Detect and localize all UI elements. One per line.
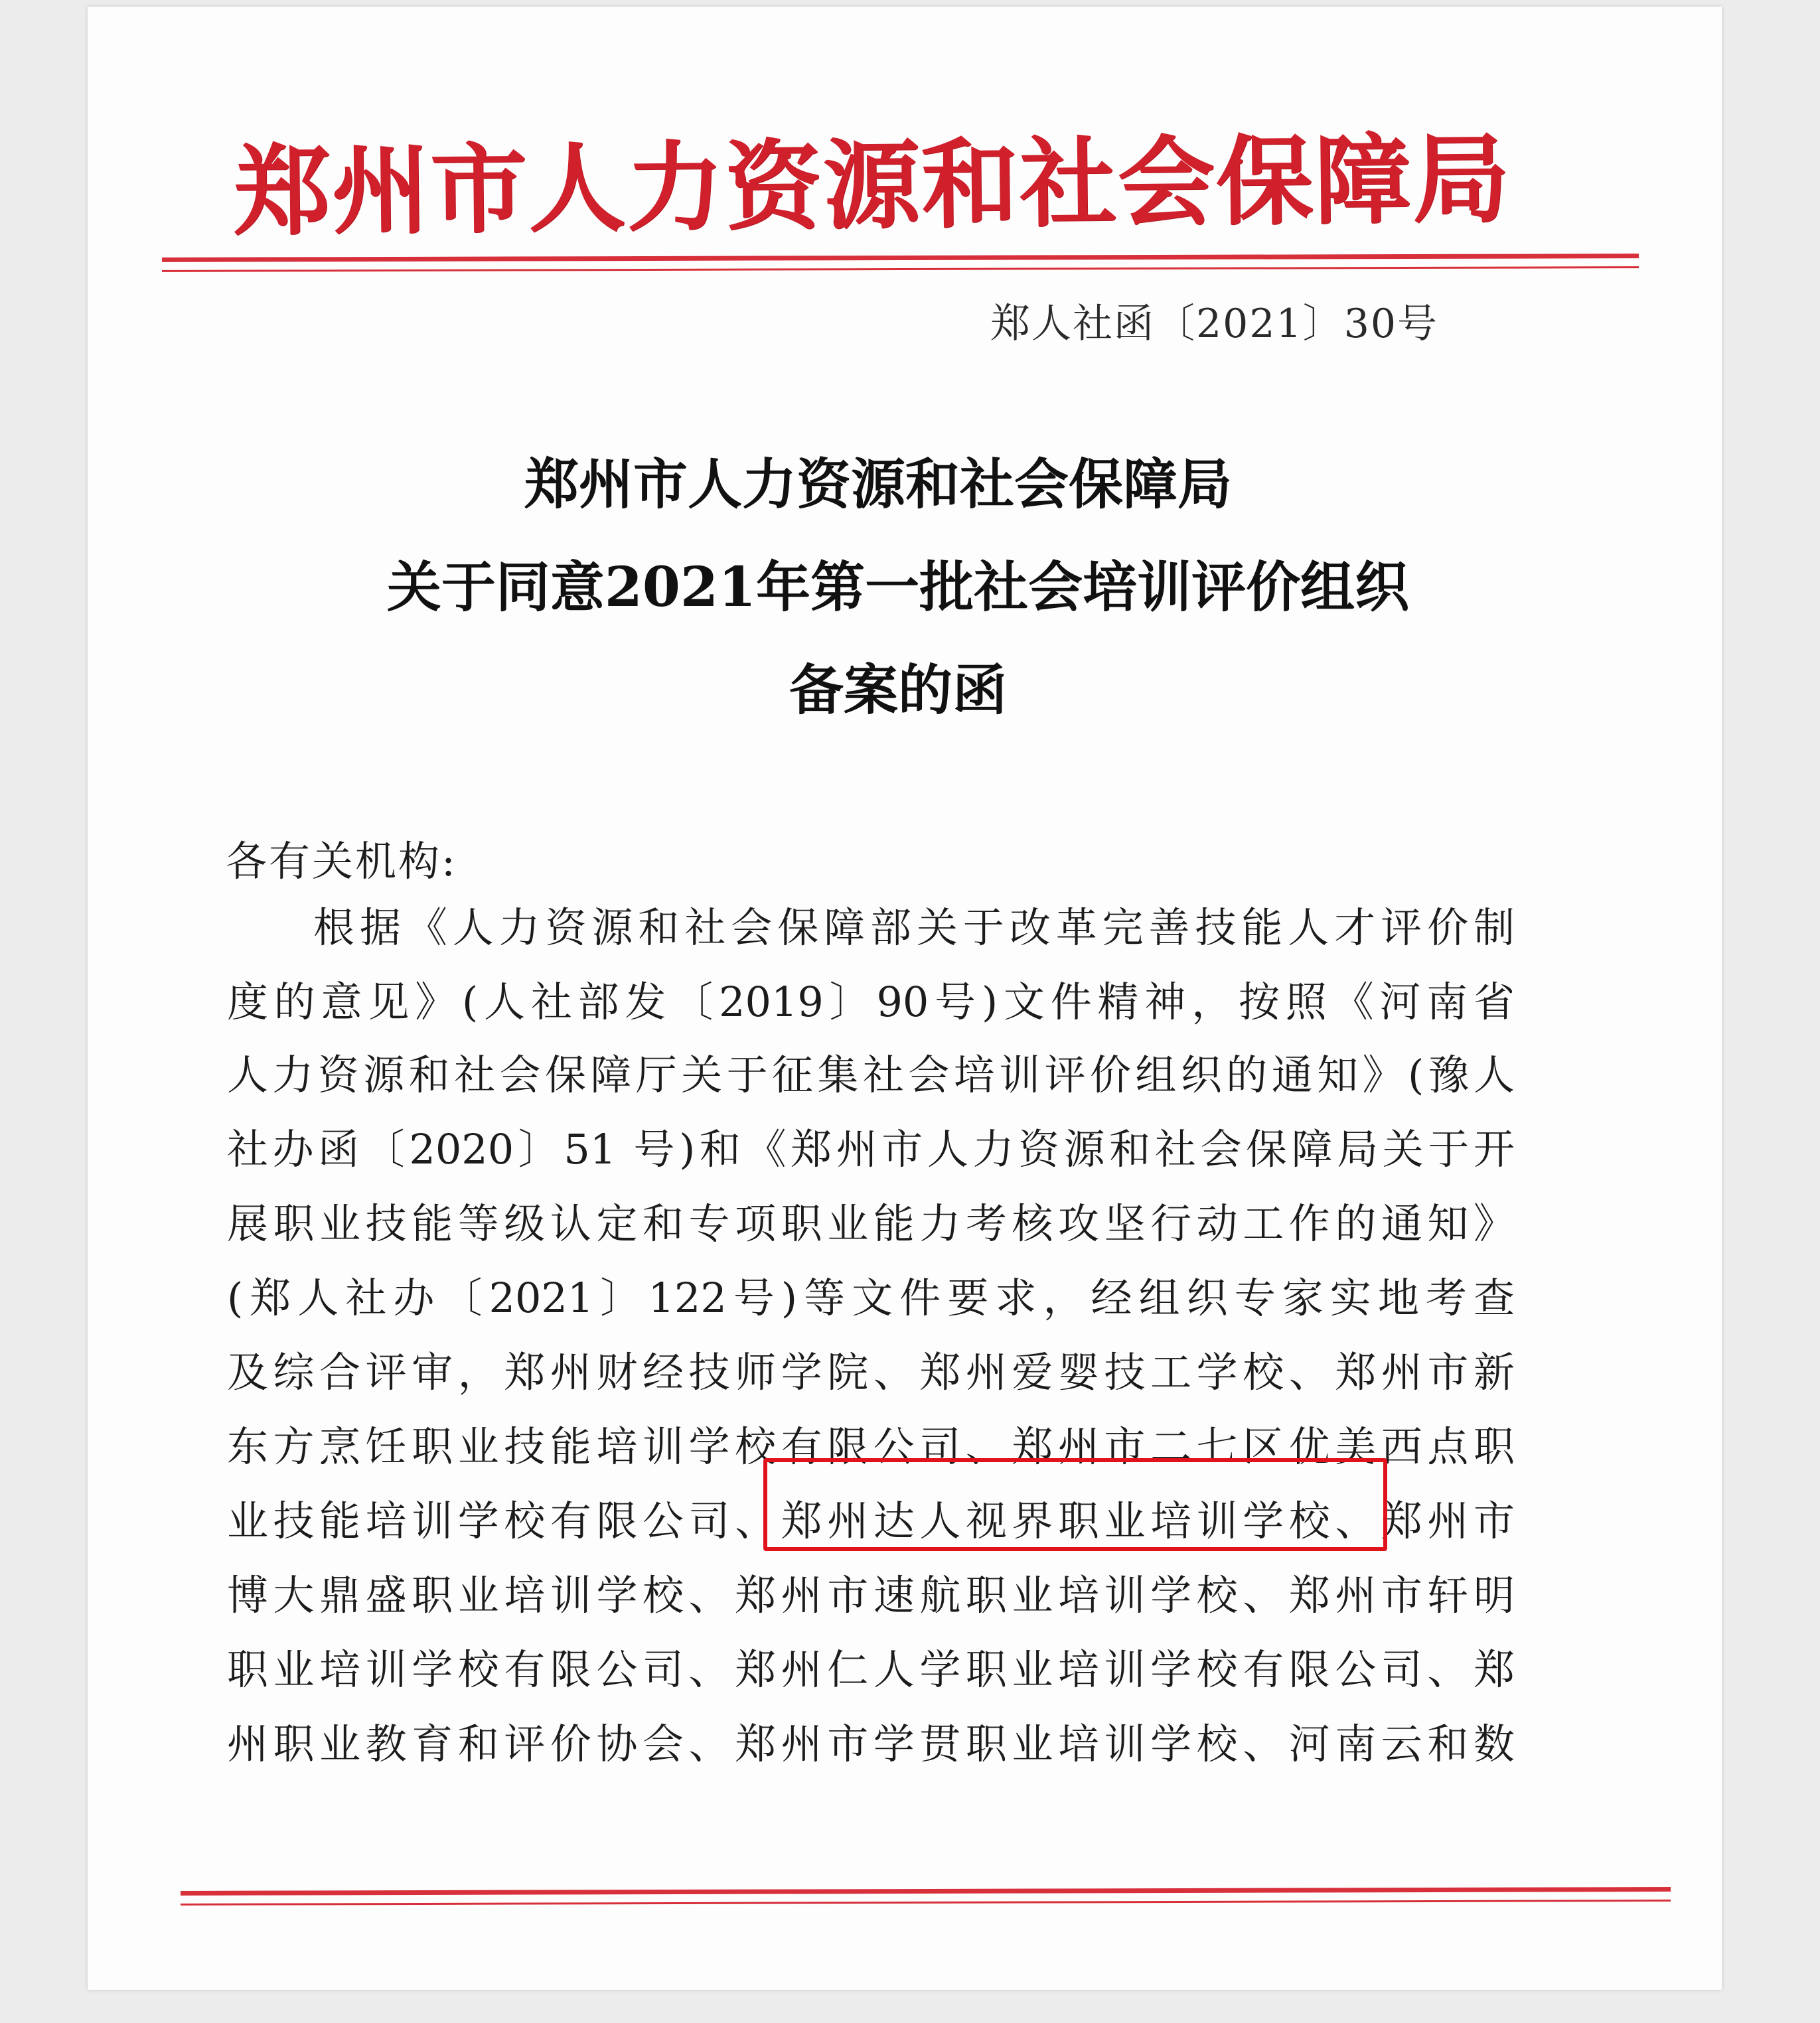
letterhead-rule-thick <box>162 254 1639 262</box>
body-line: 及综合评审，郑州财经技师学院、郑州爱婴技工学校、郑州市新 <box>227 1348 1515 1396</box>
document-title-line-3: 备案的函 <box>789 658 1007 722</box>
body-line: 东方烹饪职业技能培训学校有限公司、郑州市二七区优美西点职 <box>227 1422 1515 1471</box>
footer-rule-thin <box>181 1900 1671 1906</box>
footer-rule-thick <box>181 1887 1671 1896</box>
body-line: 根据《人力资源和社会保障部关于改革完善技能人才评价制 <box>313 903 1515 952</box>
letterhead-title: 郑州市人力资源和社会保障局 <box>233 122 1511 250</box>
body-line: 度的意见》(人社部发〔2019〕90号)文件精神，按照《河南省 <box>227 978 1515 1026</box>
salutation: 各有关机构: <box>226 837 457 885</box>
body-line: 人力资源和社会保障厅关于征集社会培训评价组织的通知》(豫人 <box>227 1051 1515 1099</box>
document-title-line-2: 关于同意2021年第一批社会培训评价组织 <box>386 556 1410 619</box>
document-number: 郑人社函〔2021〕30号 <box>990 301 1439 347</box>
document-page <box>88 7 1722 1990</box>
body-line: (郑人社办〔2021〕122号)等文件要求，经组织专家实地考查 <box>227 1274 1515 1322</box>
highlight-box <box>763 1458 1387 1551</box>
body-line: 展职业技能等级认定和专项职业能力考核攻坚行动工作的通知》 <box>227 1199 1515 1248</box>
body-line: 业技能培训学校有限公司、郑州达人视界职业培训学校、郑州市 <box>227 1497 1515 1545</box>
body-line: 社办函〔2020〕51 号)和《郑州市人力资源和社会保障局关于开 <box>227 1125 1515 1173</box>
document-title-line-1: 郑州市人力资源和社会保障局 <box>524 453 1232 516</box>
letterhead-rule-thin <box>162 266 1639 272</box>
body-line: 职业培训学校有限公司、郑州仁人学职业培训学校有限公司、郑 <box>227 1645 1515 1694</box>
body-line: 博大鼎盛职业培训学校、郑州市速航职业培训学校、郑州市轩明 <box>227 1571 1515 1619</box>
body-line: 州职业教育和评价协会、郑州市学贯职业培训学校、河南云和数 <box>227 1720 1515 1768</box>
